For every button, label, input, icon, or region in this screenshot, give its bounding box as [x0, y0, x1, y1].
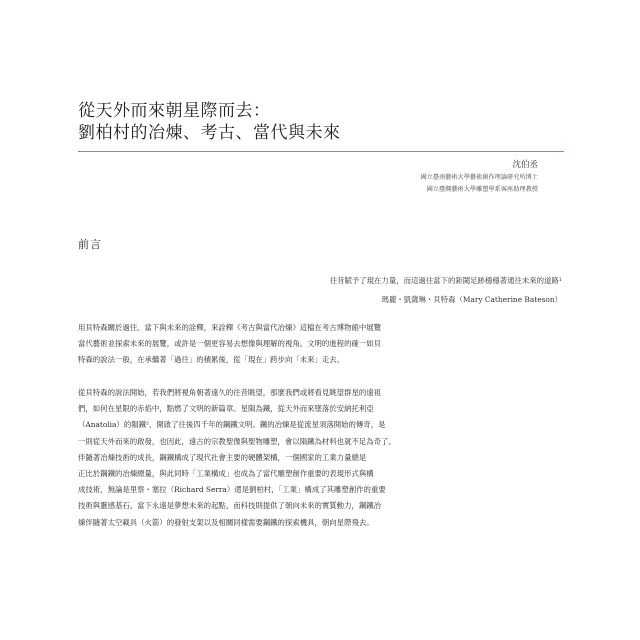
paragraph-line: （Anatolia）的隕鐵²，開啟了往後四千年的鋼鐵文明。鐵的冶煉是從流星須落開始的傳奇，是 — [78, 420, 386, 430]
author-affiliation-2: 國立臺灣藝術大學雕塑學系客座助理教授 — [426, 186, 538, 193]
paragraph-line: 成技術，無論是里察・塞拉（Richard Serra）還是劉柏村，「工業」構成了其雕塑創作的重要 — [78, 485, 386, 495]
title-divider — [78, 151, 564, 152]
section-heading: 前言 — [78, 238, 102, 251]
epigraph-quote-text: 往昔賦予了現在力量，而這過往當下的鉅閾足跡穩穩著通往未來的道路 — [329, 276, 559, 285]
title-line-2: 劉柏村的冶煉、考古、當代與未來 — [78, 123, 341, 143]
title-line-1: 從天外而來朝星際而去： — [78, 101, 271, 121]
footnote-marker: 1 — [558, 277, 562, 283]
paragraph-line: 煉伴隨著太空載具（火箭）的發射支架以及相關同樣需要鋼鐵的探索機具，朝向星際飛去。 — [78, 517, 374, 527]
author-block — [420, 158, 538, 196]
epigraph-attribution: 瑪麗・凱薩琳・貝特森（Mary Catherine Bateson） — [381, 295, 562, 304]
paragraph-2 — [78, 385, 564, 531]
author-affiliation-1: 國立臺南藝術大學藝術創作理論研究所博士 — [420, 174, 538, 181]
paragraph-line: 一則從天外而來的啟發，也因此，遠古的宗教聖像與聖物雕塑，會以隕鐵為材料也就不足為奇了。 — [78, 436, 396, 446]
article-title — [78, 100, 341, 144]
paragraph-line: 用貝特森關於過往、當下與未來的詮釋，來詮釋《考古與當代冶煉》這檔在考古博物館中展覽 — [78, 323, 382, 332]
paragraph-line: 從貝特森的說法開始，若我們將視角朝著遠久的往昔眺望，那麼我們或將看見眺望群星的遠祖 — [78, 388, 382, 397]
paragraph-line: 伴隨著冶煉技術的成長，鋼鐵構成了現代社會主要的硬體架構，一個國家的工業力量總是 — [78, 452, 367, 462]
paragraph-line: 們，如何在星限的赤焰中，點燃了文明的新篇章。星隕為鐵，從天外而來墜落於安納托利亞 — [78, 404, 374, 414]
paragraph-line: 正比於鋼鐵的冶煉總量，與此同時「工業構成」也成為了當代雕塑創作重要的表現形式與構 — [78, 469, 374, 479]
paragraph-line: 技術與靈感基石。當下永遠是夢想未來的起點，而科技則提供了朝向未來的實質動力，鋼鐵冶 — [78, 501, 382, 511]
paragraph-line: 當代藝術並探索未來的展覽，或許是一個更容易去想像與理解的視角。文明的進程的確一如貝 — [78, 339, 382, 349]
author-name: 沈伯丞 — [512, 160, 538, 170]
paragraph-1 — [78, 320, 564, 369]
epigraph — [330, 271, 562, 309]
epigraph-quote — [330, 271, 562, 290]
paragraph-line: 特森的說法一般，在承繼著「過往」的積累後，從「現在」跨步向「未來」走去。 — [78, 355, 345, 365]
